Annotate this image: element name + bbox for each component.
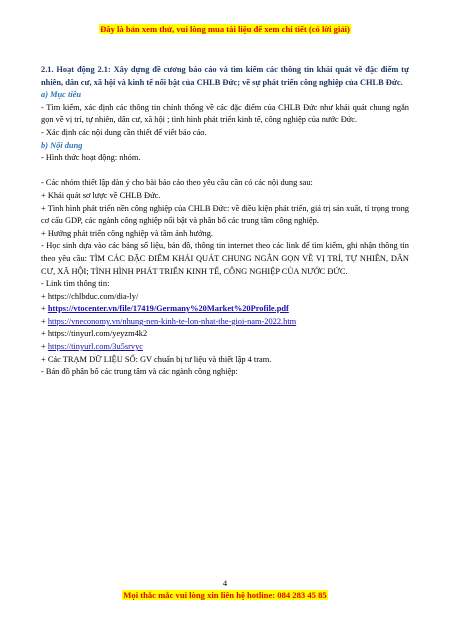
document-body [41,64,409,379]
link-tinyurl-2[interactable]: https://tinyurl.com/3u5srvyc [47,342,143,352]
activity-form: - Hình thức hoạt động: nhóm. [41,153,141,163]
link-item-1 [41,291,409,304]
link-item-2 [41,303,409,316]
outline-item-3: + Hướng phát triển công nghiệp và tầm ảnh hưởng. [41,228,213,238]
link-item-5 [41,341,409,354]
link-prefix: + [41,304,48,314]
top-banner-text: Đây là bản xem thử, vui lòng mua tài liệu để xem chi tiết (có lời giải) [100,24,350,34]
map-note: - Bản đồ phân bố các trung tâm và các ngành công nghiệp: [41,367,238,377]
data-station-note: + Các TRẠM DỮ LIỆU SỐ: GV chuẩn bị tư liệu và thiết lập 4 tram. [41,354,272,364]
paragraph-gap [41,165,409,178]
objective-title: a) Mục tiêu [41,90,82,100]
link-tinyurl-1[interactable]: https://tinyurl.com/yeyzm4k2 [47,329,148,339]
outline-item-1: + Khái quát sơ lược về CHLB Đức. [41,190,161,200]
link-prefix: + [41,342,48,352]
search-instruction: - Học sinh dựa vào các bảng số liệu, bản đồ, thông tin internet theo các link để tìm kiếm, ghi nhận thông tin theo yêu cầu: TÌM CÁC ĐẶC ĐIỂM KHÁI QUÁT CHUNG NGẮN GỌN VỀ VỊ TRÍ, TỰ NHIÊN, DÂN CƯ, XÃ HỘI; TÌNH HÌNH PHÁT TRIỂN KINH TẾ, CÔNG NGHIỆP CỦA NƯỚC ĐỨC. [41,241,409,276]
bottom-banner-text: Mọi thắc mắc vui lòng xin liên hệ hotline: 084 283 45 85 [123,590,327,600]
link-prefix: + [41,291,48,301]
link-item-4 [41,328,409,341]
links-title: - Link tìm thông tin: [41,279,110,289]
link-item-3 [41,316,409,329]
section-heading: 2.1. Hoạt động 2.1: Xây dựng đề cương báo cáo và tìm kiếm các thông tin khái quát về đặc điểm tự nhiên, dân cư, xã hội và kinh tế nổi bật của CHLB Đức; vẽ sự phát triển công nghiệp của CHLB Đức. [41,65,409,87]
objective-item-2: - Xác định các nội dung cần thiết để viết báo cáo. [41,127,207,137]
link-prefix: + [41,329,48,339]
bottom-hotline-banner [0,590,450,600]
outline-item-2: + Tình hình phát triển nền công nghiệp của CHLB Đức: về điều kiện phát triển, giá trị sản xuất, tỉ trọng trong cơ cấu GDP, các ngành công nghiệp nổi bật và phân bố các trung tâm công nghiệp. [41,203,409,226]
link-vtocenter[interactable]: https://vtocenter.vn/file/17419/Germany%20Market%20Profile.pdf [47,304,289,314]
content-title: b) Nội dung [41,140,83,150]
link-prefix: + [41,316,48,326]
page-number: 4 [222,578,228,588]
link-chlbduc[interactable]: https://chlbduc.com/dia-ly/ [47,291,139,301]
top-watermark-banner [0,24,450,34]
outline-intro: - Các nhóm thiết lập dàn ý cho bài báo cáo theo yêu cầu cần có các nội dung sau: [41,178,313,188]
link-vneconomy[interactable]: https://vneconomy.vn/nhung-nen-kinh-te-lon-nhat-the-gioi-nam-2022.htm [47,316,297,326]
objective-item-1: - Tìm kiếm, xác định các thông tin chính thống về các đặc điểm của CHLB Đức như khái quát chung ngắn gọn về vị trí, tự nhiên, dân cư, xã hội ; tình hình phát triển kinh tế, công nghiệp của nước Đức. [41,102,409,125]
